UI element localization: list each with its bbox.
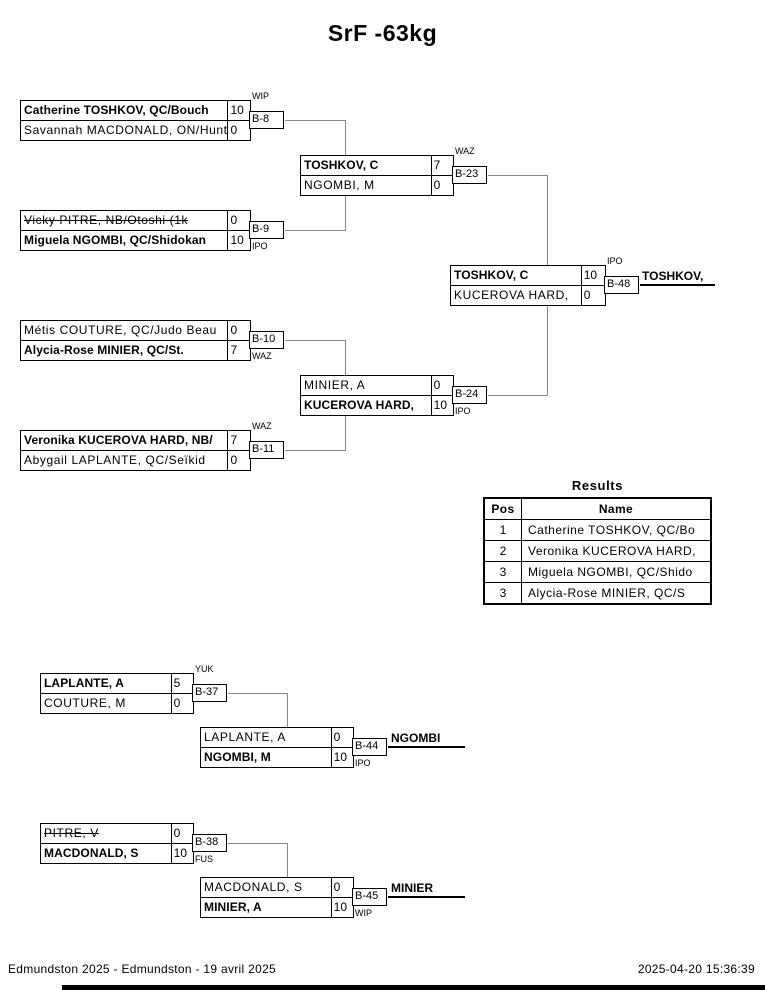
competitor-row [301, 175, 453, 195]
advancing-winner-label: NGOMBI [391, 731, 441, 745]
connector-line [285, 450, 346, 451]
match-number-tag: B-44 [352, 738, 387, 756]
competitor-score: 0 [431, 176, 453, 195]
connector-line [285, 230, 346, 231]
advancing-winner-label: MINIER [391, 881, 433, 895]
competitor-score: 7 [431, 156, 453, 175]
competitor-row [21, 431, 250, 450]
match-box-b-8 [20, 91, 270, 141]
match-number-tag: B-38 [192, 834, 227, 852]
competitor-name: Métis COUTURE, QC/Judo Beau [24, 323, 217, 337]
competitor-row [41, 824, 193, 843]
match-number-tag: B-10 [249, 331, 284, 349]
competitor-score: 10 [171, 844, 193, 863]
match-box-b-24 [300, 375, 479, 416]
connector-line [547, 306, 548, 396]
connector-line [287, 693, 288, 728]
competitor-row [21, 101, 250, 120]
results-title: Results [571, 478, 624, 493]
competitor-row [201, 878, 353, 897]
competitor-row [21, 340, 250, 360]
technique-label: IPO [355, 758, 371, 768]
results-table [483, 497, 712, 605]
result-name: Catherine TOSHKOV, QC/Bo [522, 520, 712, 541]
connector-line [345, 416, 346, 451]
technique-label: IPO [607, 256, 623, 266]
competitor-name: TOSHKOV, C [454, 268, 529, 282]
competitor-score: 0 [227, 321, 250, 340]
connector-line [285, 340, 346, 341]
connector-line [345, 340, 346, 376]
match-box-b-11 [20, 421, 275, 471]
competitor-name: Savannah MACDONALD, ON/Hunt [24, 123, 228, 137]
technique-label: WIP [355, 908, 372, 918]
competitor-row [201, 897, 353, 917]
match-box-b-44 [200, 727, 379, 768]
competitor-row [301, 156, 453, 175]
competitor-name: NGOMBI, M [304, 178, 375, 192]
competitor-score: 0 [331, 878, 353, 897]
results-header-pos: Pos [484, 498, 522, 520]
results-row [484, 541, 711, 562]
competitor-name: Alycia-Rose MINIER, QC/St. [24, 343, 184, 357]
competitor-row [41, 693, 193, 713]
connector-line [228, 693, 288, 694]
competitor-score: 7 [227, 341, 250, 360]
competitor-score: 10 [227, 231, 250, 250]
match-number-tag: B-45 [352, 888, 387, 906]
technique-label: WAZ [252, 421, 272, 431]
match-box-b-23 [300, 146, 479, 196]
match-number-tag: B-37 [192, 684, 227, 702]
advancing-winner-label: TOSHKOV, [642, 269, 704, 283]
connector-line [488, 395, 548, 396]
competitor-name: LAPLANTE, A [204, 730, 286, 744]
connector-line [285, 120, 346, 121]
competitor-name: MINIER, A [304, 378, 366, 392]
competitor-score: 5 [171, 674, 193, 693]
competitor-score: 0 [171, 694, 193, 713]
competitor-row [21, 120, 250, 140]
competitor-score: 0 [227, 211, 250, 230]
technique-label: WAZ [252, 351, 272, 361]
competitor-score: 10 [227, 101, 250, 120]
competitor-score: 7 [227, 431, 250, 450]
competitor-row [451, 285, 605, 305]
technique-label: FUS [195, 854, 213, 864]
competitor-score: 10 [331, 748, 353, 767]
competitor-name: Catherine TOSHKOV, QC/Bouch [24, 103, 209, 117]
competitor-row [201, 747, 353, 767]
connector-line [345, 120, 346, 156]
competitor-score: 10 [331, 898, 353, 917]
match-number-tag: B-23 [452, 166, 487, 184]
results-row [484, 562, 711, 583]
match-box-b-9 [20, 210, 270, 251]
technique-label: IPO [252, 241, 268, 251]
result-pos: 3 [484, 562, 522, 583]
competitor-score: 0 [431, 376, 453, 395]
competitor-row [41, 843, 193, 863]
competitor-name: Abygail LAPLANTE, QC/Seïkid [24, 453, 206, 467]
result-name: Veronika KUCEROVA HARD, [522, 541, 712, 562]
competitor-row [21, 321, 250, 340]
competitor-score: 10 [431, 396, 453, 415]
match-box-b-48 [450, 256, 631, 306]
results-row [484, 583, 711, 605]
competitor-name: MINIER, A [204, 900, 262, 914]
technique-label: IPO [455, 406, 471, 416]
competitor-score: 0 [581, 286, 605, 305]
competitor-row [21, 211, 250, 230]
competitor-row [41, 674, 193, 693]
competitor-row [21, 230, 250, 250]
competitor-score: 0 [227, 121, 250, 140]
match-box-b-45 [200, 877, 379, 918]
connector-line [228, 843, 288, 844]
competitor-row [21, 450, 250, 470]
results-row [484, 520, 711, 541]
competitor-row [301, 395, 453, 415]
bottom-window-edge [62, 985, 765, 990]
winner-line [640, 284, 715, 286]
match-box-b-38 [40, 823, 219, 864]
winner-line [388, 746, 465, 748]
technique-label: WAZ [455, 146, 475, 156]
competitor-name: KUCEROVA HARD, [304, 398, 415, 412]
result-name: Alycia-Rose MINIER, QC/S [522, 583, 712, 605]
match-number-tag: B-8 [249, 111, 284, 129]
results-header-row [484, 498, 711, 520]
page-title: SrF -63kg [327, 20, 438, 46]
technique-label: YUK [195, 664, 214, 674]
competitor-name: KUCEROVA HARD, [454, 288, 569, 302]
competitor-name: MACDONALD, S [44, 846, 139, 860]
connector-line [345, 196, 346, 231]
results-header-name: Name [522, 498, 712, 520]
competitor-row [201, 728, 353, 747]
technique-label: WIP [252, 91, 269, 101]
competitor-name: Vicky PITRE, NB/Otoshi (1k [24, 213, 189, 227]
connector-line [287, 843, 288, 878]
result-pos: 2 [484, 541, 522, 562]
footer-tournament-info: Edmundston 2025 - Edmundston - 19 avril 2025 [8, 962, 277, 976]
result-name: Miguela NGOMBI, QC/Shido [522, 562, 712, 583]
connector-line [488, 175, 548, 176]
competitor-name: PITRE, V [44, 826, 99, 840]
result-pos: 3 [484, 583, 522, 605]
competitor-score: 10 [581, 266, 605, 285]
match-box-b-37 [40, 664, 219, 714]
competitor-score: 0 [331, 728, 353, 747]
competitor-name: LAPLANTE, A [44, 676, 124, 690]
competitor-name: NGOMBI, M [204, 750, 271, 764]
result-pos: 1 [484, 520, 522, 541]
competitor-name: Miguela NGOMBI, QC/Shidokan [24, 233, 207, 247]
competitor-row [451, 266, 605, 285]
competitor-name: MACDONALD, S [204, 880, 303, 894]
competitor-name: COUTURE, M [44, 696, 126, 710]
competitor-name: Veronika KUCEROVA HARD, NB/ [24, 433, 213, 447]
competitor-score: 0 [171, 824, 193, 843]
competitor-row [301, 376, 453, 395]
competitor-score: 0 [227, 451, 250, 470]
match-number-tag: B-48 [604, 276, 639, 294]
match-number-tag: B-11 [249, 441, 284, 459]
winner-line [388, 896, 465, 898]
competitor-name: TOSHKOV, C [304, 158, 379, 172]
match-number-tag: B-9 [249, 221, 284, 239]
connector-line [547, 175, 548, 266]
match-box-b-10 [20, 320, 276, 361]
footer-timestamp: 2025-04-20 15:36:39 [637, 962, 755, 976]
match-number-tag: B-24 [452, 386, 487, 404]
